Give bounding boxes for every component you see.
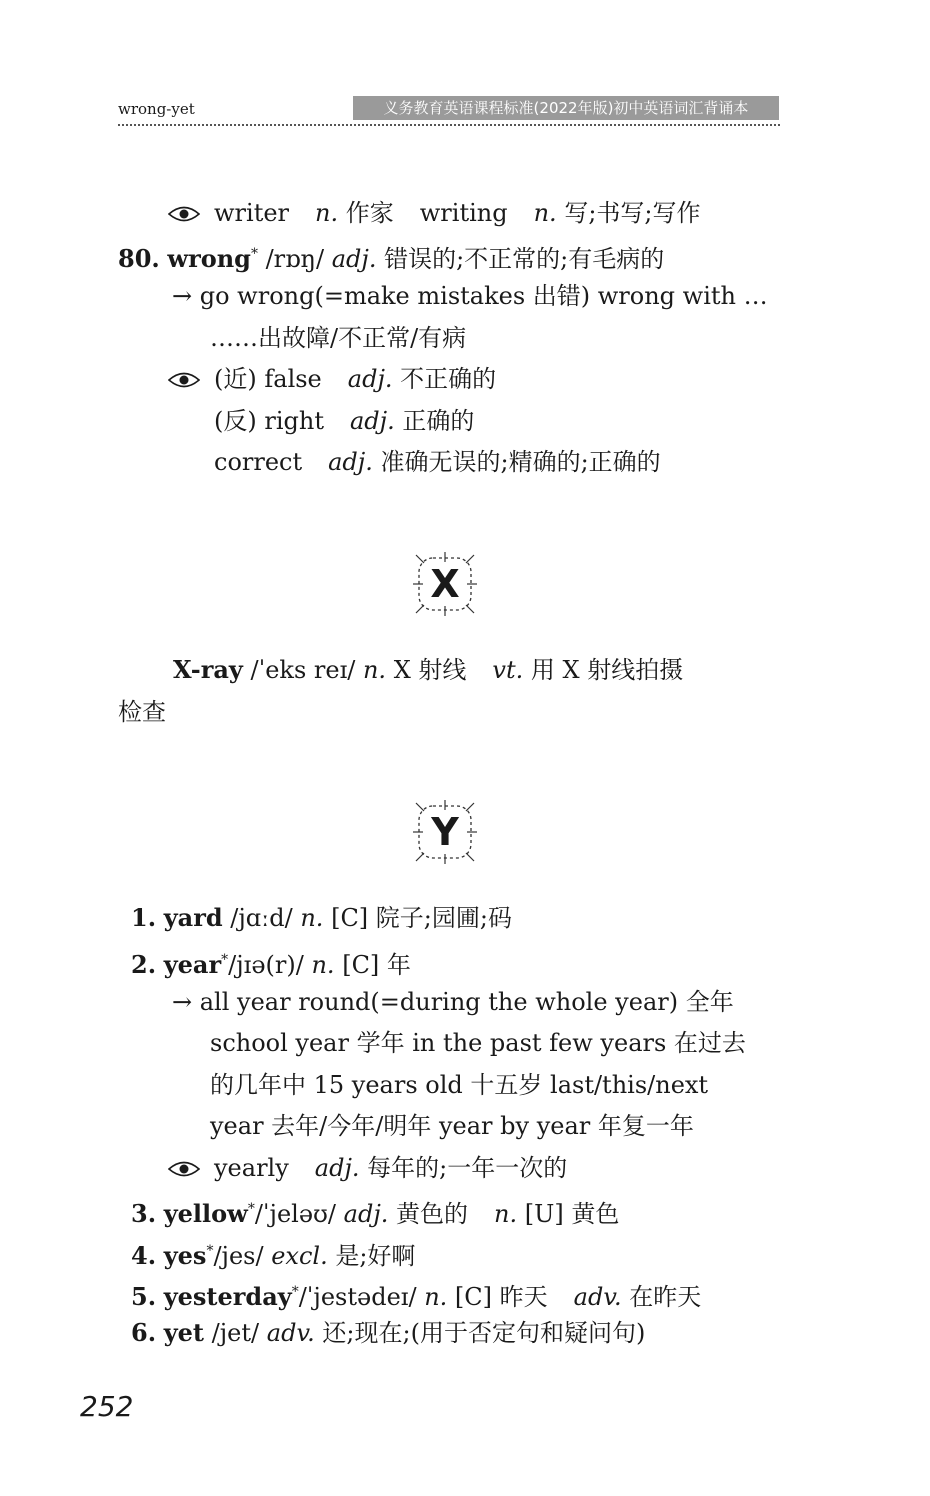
entry-number: 80.	[118, 244, 160, 273]
eye-icon	[168, 1155, 200, 1185]
phrase-line: → all year round(=during the whole year) 全年	[172, 988, 734, 1016]
star-mark: *	[247, 1201, 255, 1217]
related-line: correct adj. 准确无误的;精确的;正确的	[214, 448, 661, 476]
headword: yellow	[163, 1199, 248, 1228]
entry-x-ray: X-ray /ˈeks reɪ/ n. X 射线 vt. 用 X 射线拍摄	[173, 655, 684, 684]
eye-icon	[168, 366, 200, 396]
phonetic: /ˈjestədeɪ/	[298, 1283, 417, 1311]
phonetic: /jɑːd/	[230, 904, 293, 932]
definition: 错误的;不正常的;有毛病的	[384, 245, 665, 273]
headword: yard	[163, 903, 223, 932]
phonetic: /ˈjeləʊ/	[254, 1200, 337, 1228]
headword: yes	[163, 1241, 207, 1270]
headword: year	[163, 950, 222, 979]
related-line: yearly adj. 每年的;一年一次的	[168, 1153, 567, 1185]
phonetic: /jes/	[213, 1242, 264, 1270]
eye-icon	[168, 200, 200, 230]
star-mark: *	[291, 1284, 299, 1300]
phrase-line: → go wrong(=make mistakes 出错) wrong with …	[172, 282, 768, 310]
star-mark: *	[221, 952, 229, 968]
entry-yes: 4. yes*/jes/ excl. 是;好啊	[131, 1241, 416, 1270]
entry-line-writer: writer n. 作家 writing n. 写;书写;写作	[168, 198, 701, 230]
headword: X-ray	[173, 655, 243, 684]
headword: wrong	[167, 244, 251, 273]
entry-x-ray-continued: 检查	[118, 698, 166, 726]
phrase-line: ……出故障/不正常/有病	[210, 324, 467, 352]
header-book-title: 义务教育英语课程标准(2022年版)初中英语词汇背诵本	[353, 96, 779, 120]
phrase-line: year 去年/今年/明年 year by year 年复一年	[210, 1112, 694, 1140]
phonetic: /rɒŋ/	[265, 245, 325, 273]
header-section-range: wrong-yet	[118, 100, 195, 118]
phonetic: /jet/	[211, 1319, 260, 1347]
entry-yesterday: 5. yesterday*/ˈjestədeɪ/ n. [C] 昨天 adv. 在昨天	[131, 1282, 702, 1311]
entry-yard: 1. yard /jɑːd/ n. [C] 院子;园圃;码	[131, 903, 512, 932]
headword: yesterday	[163, 1282, 292, 1311]
antonym-line: (反) right adj. 正确的	[214, 407, 475, 435]
entry-yet: 6. yet /jet/ adv. 还;现在;(用于否定句和疑问句)	[131, 1318, 646, 1347]
section-letter-x: X	[413, 552, 477, 616]
phonetic: /ˈeks reɪ/	[250, 656, 356, 684]
star-mark: *	[250, 246, 258, 262]
entry-wrong: 80. wrong* /rɒŋ/ adj. 错误的;不正常的;有毛病的	[118, 244, 665, 273]
phrase-line: school year 学年 in the past few years 在过去	[210, 1029, 746, 1057]
page-number: 252	[80, 1390, 134, 1423]
phonetic: /jɪə(r)/	[228, 951, 304, 979]
entry-year: 2. year*/jɪə(r)/ n. [C] 年	[131, 950, 411, 979]
section-letter-y: Y	[413, 800, 477, 864]
synonym-line: (近) false adj. 不正确的	[168, 364, 496, 396]
header-divider	[118, 124, 780, 126]
phrase-line: 的几年中 15 years old 十五岁 last/this/next	[210, 1071, 709, 1099]
star-mark: *	[206, 1243, 214, 1259]
entry-yellow: 3. yellow*/ˈjeləʊ/ adj. 黄色的 n. [U] 黄色	[131, 1199, 620, 1228]
headword: yet	[163, 1318, 205, 1347]
